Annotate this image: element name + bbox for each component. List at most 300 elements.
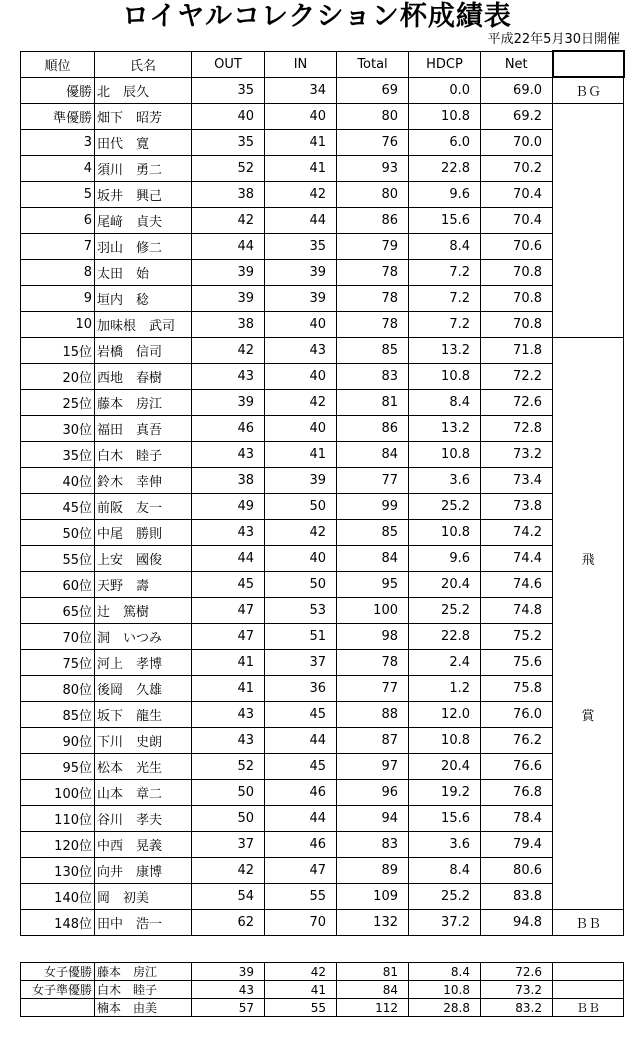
prize-cell: [553, 884, 624, 910]
name-cell: 白木 睦子: [95, 981, 192, 999]
name-cell: 羽山 修二: [95, 234, 192, 260]
out-cell: 50: [192, 780, 265, 806]
net-cell: 70.8: [481, 286, 553, 312]
table-row: [21, 77, 624, 104]
out-cell: 43: [192, 442, 265, 468]
out-cell: 39: [192, 963, 265, 981]
rank-cell: 20位: [21, 364, 95, 390]
table-row: [21, 910, 624, 936]
prize-cell: [553, 832, 624, 858]
name-cell: 白木 睦子: [95, 442, 192, 468]
hdcp-cell: 2.4: [409, 650, 481, 676]
prize-cell: [553, 156, 624, 182]
net-cell: 72.6: [481, 390, 553, 416]
header-name: 氏名: [95, 51, 192, 77]
total-cell: 87: [337, 728, 409, 754]
in-cell: 70: [265, 910, 337, 936]
rank-cell: 15位: [21, 338, 95, 364]
table-row: [21, 260, 624, 286]
net-cell: 83.2: [481, 999, 553, 1017]
net-cell: 74.8: [481, 598, 553, 624]
in-cell: 55: [265, 884, 337, 910]
in-cell: 47: [265, 858, 337, 884]
out-cell: 39: [192, 390, 265, 416]
prize-cell: [553, 780, 624, 806]
rank-cell: 130位: [21, 858, 95, 884]
rank-cell: 90位: [21, 728, 95, 754]
net-cell: 74.4: [481, 546, 553, 572]
net-cell: 94.8: [481, 910, 553, 936]
table-row: [21, 676, 624, 702]
name-cell: 前阪 友一: [95, 494, 192, 520]
rank-cell: 140位: [21, 884, 95, 910]
out-cell: 44: [192, 234, 265, 260]
table-row: [21, 390, 624, 416]
net-cell: 74.6: [481, 572, 553, 598]
net-cell: 73.4: [481, 468, 553, 494]
total-cell: 81: [337, 390, 409, 416]
total-cell: 83: [337, 364, 409, 390]
header-out: OUT: [192, 51, 265, 77]
in-cell: 42: [265, 390, 337, 416]
name-cell: 西地 春樹: [95, 364, 192, 390]
in-cell: 39: [265, 286, 337, 312]
in-cell: 40: [265, 312, 337, 338]
name-cell: 尾﨑 貞夫: [95, 208, 192, 234]
name-cell: 坂下 龍生: [95, 702, 192, 728]
table-row: [21, 702, 624, 728]
total-cell: 86: [337, 416, 409, 442]
net-cell: 78.4: [481, 806, 553, 832]
prize-cell: [553, 104, 624, 130]
name-cell: 畑下 昭芳: [95, 104, 192, 130]
table-row: [21, 234, 624, 260]
hdcp-cell: 1.2: [409, 676, 481, 702]
prize-cell: [553, 364, 624, 390]
in-cell: 50: [265, 494, 337, 520]
in-cell: 45: [265, 702, 337, 728]
out-cell: 47: [192, 624, 265, 650]
rank-cell: 9: [21, 286, 95, 312]
out-cell: 35: [192, 130, 265, 156]
prize-cell: ＢＢ: [553, 910, 624, 936]
total-cell: 100: [337, 598, 409, 624]
prize-cell: [553, 572, 624, 598]
name-cell: 谷川 孝夫: [95, 806, 192, 832]
hdcp-cell: 15.6: [409, 208, 481, 234]
rank-cell: 55位: [21, 546, 95, 572]
total-cell: 97: [337, 754, 409, 780]
prize-cell: [553, 208, 624, 234]
net-cell: 70.4: [481, 208, 553, 234]
table-row: [21, 312, 624, 338]
prize-cell: [553, 806, 624, 832]
table-row: [21, 442, 624, 468]
total-cell: 69: [337, 77, 409, 104]
event-date: 平成22年5月30日開催: [487, 32, 620, 47]
rank-cell: 女子準優勝: [21, 981, 95, 999]
rank-cell: 80位: [21, 676, 95, 702]
rank-cell: 10: [21, 312, 95, 338]
out-cell: 41: [192, 650, 265, 676]
in-cell: 35: [265, 234, 337, 260]
table-row: [21, 546, 624, 572]
total-cell: 84: [337, 546, 409, 572]
table-row: [21, 494, 624, 520]
total-cell: 78: [337, 312, 409, 338]
prize-cell: [553, 676, 624, 702]
hdcp-cell: 25.2: [409, 598, 481, 624]
in-cell: 44: [265, 728, 337, 754]
name-cell: 藤本 房江: [95, 390, 192, 416]
table-row: [21, 520, 624, 546]
total-cell: 77: [337, 676, 409, 702]
name-cell: 天野 壽: [95, 572, 192, 598]
name-cell: 岡 初美: [95, 884, 192, 910]
out-cell: 35: [192, 77, 265, 104]
in-cell: 41: [265, 130, 337, 156]
rank-cell: 100位: [21, 780, 95, 806]
rank-cell: 優勝: [21, 77, 95, 104]
table-row: [21, 728, 624, 754]
total-cell: 95: [337, 572, 409, 598]
net-cell: 73.2: [481, 981, 553, 999]
table-row: [21, 156, 624, 182]
net-cell: 69.0: [481, 77, 553, 104]
table-row: [21, 650, 624, 676]
total-cell: 78: [337, 260, 409, 286]
net-cell: 70.6: [481, 234, 553, 260]
name-cell: 坂井 興己: [95, 182, 192, 208]
in-cell: 53: [265, 598, 337, 624]
total-cell: 88: [337, 702, 409, 728]
rank-cell: 女子優勝: [21, 963, 95, 981]
hdcp-cell: 20.4: [409, 572, 481, 598]
table-row: [21, 832, 624, 858]
out-cell: 38: [192, 468, 265, 494]
out-cell: 50: [192, 806, 265, 832]
rank-cell: 6: [21, 208, 95, 234]
out-cell: 52: [192, 156, 265, 182]
table-row: [21, 754, 624, 780]
out-cell: 54: [192, 884, 265, 910]
total-cell: 84: [337, 442, 409, 468]
out-cell: 62: [192, 910, 265, 936]
name-cell: 楠本 由美: [95, 999, 192, 1017]
prize-cell: [553, 234, 624, 260]
prize-cell: [553, 416, 624, 442]
net-cell: 76.8: [481, 780, 553, 806]
rank-cell: [21, 999, 95, 1017]
hdcp-cell: 10.8: [409, 981, 481, 999]
rank-cell: 75位: [21, 650, 95, 676]
name-cell: 福田 真吾: [95, 416, 192, 442]
page-title: ロイヤルコレクション杯成績表: [122, 1, 512, 32]
out-cell: 43: [192, 364, 265, 390]
in-cell: 44: [265, 806, 337, 832]
out-cell: 57: [192, 999, 265, 1017]
hdcp-cell: 9.6: [409, 546, 481, 572]
results-table: [20, 50, 625, 936]
header-in: IN: [265, 51, 337, 77]
prize-cell: [553, 754, 624, 780]
table-row: [21, 780, 624, 806]
in-cell: 50: [265, 572, 337, 598]
name-cell: 下川 史朗: [95, 728, 192, 754]
total-cell: 84: [337, 981, 409, 999]
name-cell: 松本 光生: [95, 754, 192, 780]
name-cell: 鈴木 幸伸: [95, 468, 192, 494]
hdcp-cell: 8.4: [409, 963, 481, 981]
in-cell: 40: [265, 104, 337, 130]
hdcp-cell: 10.8: [409, 520, 481, 546]
rank-cell: 8: [21, 260, 95, 286]
out-cell: 42: [192, 858, 265, 884]
prize-cell: [553, 520, 624, 546]
out-cell: 38: [192, 182, 265, 208]
table-row: [21, 182, 624, 208]
net-cell: 75.8: [481, 676, 553, 702]
name-cell: 垣内 稔: [95, 286, 192, 312]
out-cell: 43: [192, 728, 265, 754]
out-cell: 38: [192, 312, 265, 338]
hdcp-cell: 15.6: [409, 806, 481, 832]
table-row: [21, 208, 624, 234]
prize-cell: 飛: [553, 546, 624, 572]
rank-cell: 85位: [21, 702, 95, 728]
rank-cell: 7: [21, 234, 95, 260]
prize-cell: [553, 260, 624, 286]
in-cell: 45: [265, 754, 337, 780]
rank-cell: 70位: [21, 624, 95, 650]
out-cell: 37: [192, 832, 265, 858]
table-row: [21, 416, 624, 442]
hdcp-cell: 3.6: [409, 468, 481, 494]
total-cell: 109: [337, 884, 409, 910]
rank-cell: 60位: [21, 572, 95, 598]
out-cell: 47: [192, 598, 265, 624]
rank-cell: 25位: [21, 390, 95, 416]
prize-cell: [553, 858, 624, 884]
total-cell: 80: [337, 182, 409, 208]
net-cell: 72.8: [481, 416, 553, 442]
total-cell: 86: [337, 208, 409, 234]
total-cell: 77: [337, 468, 409, 494]
prize-cell: [553, 182, 624, 208]
out-cell: 43: [192, 702, 265, 728]
table-row: [21, 338, 624, 364]
out-cell: 40: [192, 104, 265, 130]
prize-cell: [553, 442, 624, 468]
hdcp-cell: 22.8: [409, 624, 481, 650]
net-cell: 83.8: [481, 884, 553, 910]
hdcp-cell: 10.8: [409, 728, 481, 754]
hdcp-cell: 20.4: [409, 754, 481, 780]
hdcp-cell: 7.2: [409, 260, 481, 286]
net-cell: 72.6: [481, 963, 553, 981]
rank-cell: 35位: [21, 442, 95, 468]
prize-cell: [553, 390, 624, 416]
out-cell: 45: [192, 572, 265, 598]
name-cell: 洞 いつみ: [95, 624, 192, 650]
rank-cell: 5: [21, 182, 95, 208]
out-cell: 41: [192, 676, 265, 702]
hdcp-cell: 7.2: [409, 312, 481, 338]
net-cell: 69.2: [481, 104, 553, 130]
rank-cell: 4: [21, 156, 95, 182]
out-cell: 49: [192, 494, 265, 520]
hdcp-cell: 8.4: [409, 234, 481, 260]
table-row: [21, 572, 624, 598]
in-cell: 39: [265, 260, 337, 286]
total-cell: 78: [337, 286, 409, 312]
rank-cell: 148位: [21, 910, 95, 936]
header-row: [21, 51, 624, 77]
net-cell: 71.8: [481, 338, 553, 364]
hdcp-cell: 10.8: [409, 104, 481, 130]
table-row: [21, 963, 624, 981]
net-cell: 76.6: [481, 754, 553, 780]
in-cell: 41: [265, 156, 337, 182]
in-cell: 43: [265, 338, 337, 364]
name-cell: 太田 始: [95, 260, 192, 286]
prize-cell: [553, 468, 624, 494]
table-row: [21, 104, 624, 130]
in-cell: 37: [265, 650, 337, 676]
table-row: [21, 624, 624, 650]
rank-cell: 30位: [21, 416, 95, 442]
in-cell: 41: [265, 442, 337, 468]
total-cell: 80: [337, 104, 409, 130]
out-cell: 39: [192, 260, 265, 286]
prize-cell: 賞: [553, 702, 624, 728]
name-cell: 中西 晃義: [95, 832, 192, 858]
name-cell: 後岡 久雄: [95, 676, 192, 702]
hdcp-cell: 8.4: [409, 858, 481, 884]
in-cell: 42: [265, 520, 337, 546]
hdcp-cell: 10.8: [409, 442, 481, 468]
hdcp-cell: 8.4: [409, 390, 481, 416]
net-cell: 70.0: [481, 130, 553, 156]
prize-cell: ＢＧ: [553, 77, 624, 104]
out-cell: 44: [192, 546, 265, 572]
name-cell: 岩橋 信司: [95, 338, 192, 364]
total-cell: 85: [337, 520, 409, 546]
rank-cell: 準優勝: [21, 104, 95, 130]
total-cell: 99: [337, 494, 409, 520]
total-cell: 94: [337, 806, 409, 832]
prize-cell: [553, 624, 624, 650]
name-cell: 山本 章二: [95, 780, 192, 806]
net-cell: 70.8: [481, 312, 553, 338]
rank-cell: 120位: [21, 832, 95, 858]
hdcp-cell: 10.8: [409, 364, 481, 390]
total-cell: 85: [337, 338, 409, 364]
in-cell: 46: [265, 832, 337, 858]
hdcp-cell: 6.0: [409, 130, 481, 156]
table-row: [21, 286, 624, 312]
in-cell: 36: [265, 676, 337, 702]
name-cell: 上安 國俊: [95, 546, 192, 572]
total-cell: 93: [337, 156, 409, 182]
hdcp-cell: 25.2: [409, 494, 481, 520]
net-cell: 74.2: [481, 520, 553, 546]
net-cell: 76.2: [481, 728, 553, 754]
in-cell: 42: [265, 963, 337, 981]
prize-cell: [553, 312, 624, 338]
hdcp-cell: 19.2: [409, 780, 481, 806]
in-cell: 40: [265, 546, 337, 572]
table-row: [21, 364, 624, 390]
name-cell: 加味根 武司: [95, 312, 192, 338]
out-cell: 39: [192, 286, 265, 312]
header-hdcp: HDCP: [409, 51, 481, 77]
net-cell: 80.6: [481, 858, 553, 884]
table-row: [21, 598, 624, 624]
rank-cell: 45位: [21, 494, 95, 520]
net-cell: 73.8: [481, 494, 553, 520]
table-row: [21, 858, 624, 884]
total-cell: 76: [337, 130, 409, 156]
total-cell: 81: [337, 963, 409, 981]
net-cell: 79.4: [481, 832, 553, 858]
in-cell: 34: [265, 77, 337, 104]
prize-cell: [553, 286, 624, 312]
net-cell: 70.4: [481, 182, 553, 208]
name-cell: 藤本 房江: [95, 963, 192, 981]
hdcp-cell: 13.2: [409, 416, 481, 442]
hdcp-cell: 9.6: [409, 182, 481, 208]
name-cell: 河上 孝博: [95, 650, 192, 676]
in-cell: 51: [265, 624, 337, 650]
header-rank: 順位: [21, 51, 95, 77]
total-cell: 132: [337, 910, 409, 936]
header-net: Net: [481, 51, 553, 77]
hdcp-cell: 3.6: [409, 832, 481, 858]
table-row: [21, 130, 624, 156]
table-row: [21, 468, 624, 494]
out-cell: 46: [192, 416, 265, 442]
total-cell: 96: [337, 780, 409, 806]
net-cell: 75.6: [481, 650, 553, 676]
total-cell: 98: [337, 624, 409, 650]
name-cell: 田中 浩一: [95, 910, 192, 936]
header-selected-cell[interactable]: [553, 51, 624, 77]
table-row: [21, 884, 624, 910]
women-results-table: [20, 962, 624, 1017]
in-cell: 40: [265, 364, 337, 390]
name-cell: 辻 篤樹: [95, 598, 192, 624]
rank-cell: 40位: [21, 468, 95, 494]
rank-cell: 95位: [21, 754, 95, 780]
in-cell: 46: [265, 780, 337, 806]
net-cell: 70.2: [481, 156, 553, 182]
in-cell: 44: [265, 208, 337, 234]
out-cell: 42: [192, 208, 265, 234]
table-row: [21, 999, 624, 1017]
in-cell: 39: [265, 468, 337, 494]
in-cell: 40: [265, 416, 337, 442]
name-cell: 田代 寛: [95, 130, 192, 156]
net-cell: 76.0: [481, 702, 553, 728]
name-cell: 中尾 勝則: [95, 520, 192, 546]
header-total: Total: [337, 51, 409, 77]
prize-cell: [553, 981, 624, 999]
net-cell: 73.2: [481, 442, 553, 468]
net-cell: 75.2: [481, 624, 553, 650]
total-cell: 83: [337, 832, 409, 858]
prize-cell: ＢＢ: [553, 999, 624, 1017]
